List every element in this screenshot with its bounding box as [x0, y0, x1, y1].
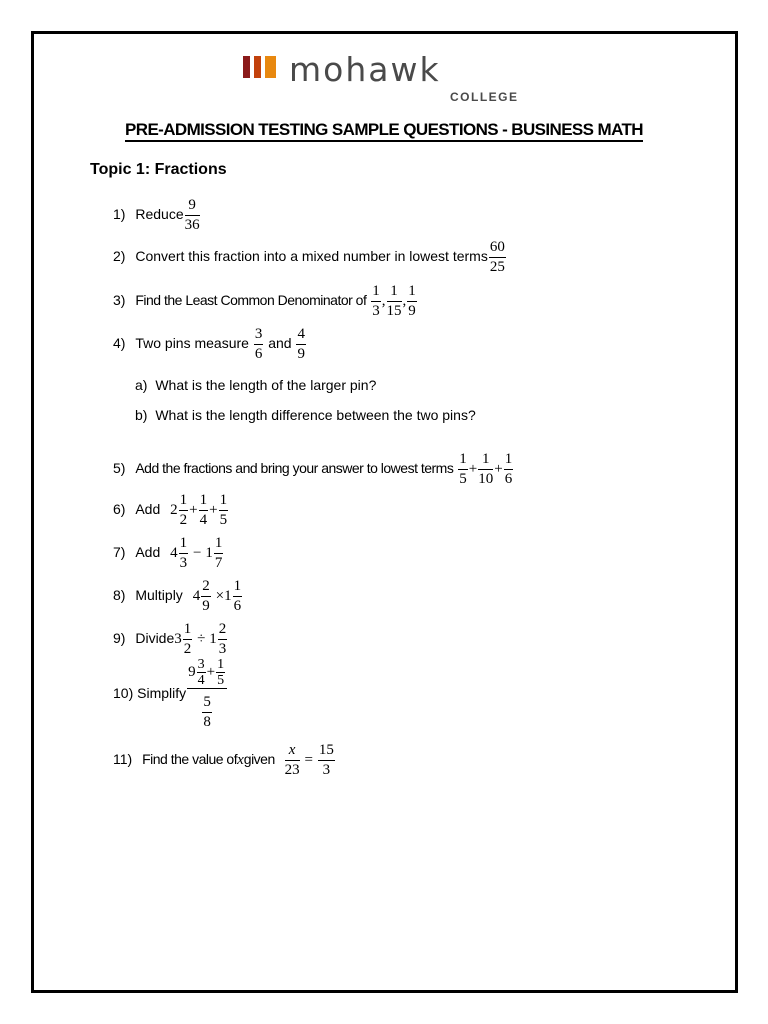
question-5: 5) Add the fractions and bring your answer to lowest terms $\frac{1}{5}$ + $\frac{1}{10}$ + $\frac{1}{6}$ [113, 451, 513, 487]
fraction: $\frac{1}{6}$ [504, 451, 513, 487]
fraction: $\frac{1}{5}$ [459, 451, 467, 487]
fraction: $\frac{x}{23}$ [284, 742, 300, 778]
question-number: 4) [113, 335, 126, 352]
question-number: 1) [113, 206, 126, 223]
question-number: 6) [113, 501, 126, 518]
question-number: 2) [113, 248, 126, 265]
fraction: $\frac{1}{4}$ [199, 492, 208, 528]
fraction: $\frac{2}{9}$ [202, 578, 210, 614]
fraction: $\frac{1}{2}$ [183, 621, 192, 657]
question-text: Multiply [135, 587, 183, 604]
question-3: 3) Find the Least Common Denominator of $\frac{1}{3}$ , $\frac{1}{15}$ , $\frac{1}{9}$ [113, 283, 416, 319]
logo-bars-icon [243, 56, 276, 78]
question-number: 8) [113, 587, 126, 604]
complex-fraction: 9 $\frac{3}{4}$ + $\frac{1}{5}$ $\frac{5}{8}$ [187, 657, 227, 732]
question-number: 3) [113, 292, 126, 309]
question-text: Add [135, 501, 161, 518]
question-2 [113, 238, 507, 277]
fraction: $\frac{1}{10}$ [478, 451, 494, 487]
question-8: 8) Multiply 4 $\frac{2}{9}$ ×1 $\frac{1}{6}$ [113, 578, 242, 614]
logo-wordmark: mohawk [289, 50, 441, 89]
sub-text: What is the length difference between the two pins? [155, 407, 476, 423]
fraction: $\frac{15}{3}$ [318, 742, 334, 778]
fraction: $\frac{60}{25}$ [489, 239, 505, 275]
question-4 [113, 325, 307, 364]
question-text: Convert this fraction into a mixed number in lowest terms [135, 248, 488, 265]
question-number: 5) [113, 460, 126, 477]
topic-heading: Topic 1: Fractions [90, 161, 227, 178]
question-number: 7) [113, 544, 126, 561]
mohawk-college-logo [243, 52, 528, 104]
sub-text: What is the length of the larger pin? [155, 377, 377, 393]
fraction: $\frac{4}{9}$ [297, 326, 305, 362]
question-4b [135, 407, 476, 423]
question-text: Reduce [135, 206, 184, 223]
question-6: 6) Add 2 $\frac{1}{2}$ + $\frac{1}{4}$ + $\frac{1}{5}$ [113, 492, 228, 528]
fraction: $\frac{1}{3}$ [179, 535, 188, 571]
fraction: $\frac{1}{6}$ [233, 578, 242, 614]
fraction: $\frac{1}{2}$ [179, 492, 188, 528]
and-text: and [268, 335, 292, 352]
question-text: Find the value of [142, 751, 238, 768]
fraction: $\frac{1}{15}$ [386, 283, 402, 319]
question-text: Divide [135, 630, 175, 647]
question-4a [135, 377, 376, 393]
fraction: $\frac{1}{9}$ [408, 283, 416, 319]
question-number: 9) [113, 630, 126, 647]
question-7: 7) Add 4 $\frac{1}{3}$ − 1 $\frac{1}{7}$ [113, 535, 223, 571]
question-10 [113, 657, 228, 732]
fraction: $\frac{1}{5}$ [219, 492, 228, 528]
question-number: 10) [113, 685, 134, 702]
question-text: Add [135, 544, 161, 561]
sub-label: b) [135, 407, 148, 423]
fraction: $\frac{2}{3}$ [218, 621, 227, 657]
page-title: PRE-ADMISSION TESTING SAMPLE QUESTIONS - BUSINESS MATH [0, 120, 768, 140]
sub-label: a) [135, 377, 148, 393]
question-text: Two pins measure [135, 335, 249, 352]
question-text: Add the fractions and bring your answer to lowest terms [135, 460, 454, 477]
question-9: 9) Divide3 $\frac{1}{2}$ ÷ 1 $\frac{2}{3}$ [113, 621, 227, 657]
question-1 [113, 196, 201, 235]
question-number: 11) [113, 751, 133, 768]
fraction: $\frac{3}{6}$ [254, 326, 263, 362]
question-text: Find the Least Common Denominator of [135, 292, 367, 309]
fraction: $\frac{9}{36}$ [184, 197, 200, 233]
question-11: 11) Find the value ofxgiven $\frac{x}{23}$ = $\frac{15}{3}$ [113, 742, 334, 778]
fraction: $\frac{1}{3}$ [372, 283, 380, 319]
logo-college-text: COLLEGE [450, 90, 519, 104]
question-text: Simplify [137, 685, 187, 702]
fraction: $\frac{1}{7}$ [214, 535, 223, 571]
